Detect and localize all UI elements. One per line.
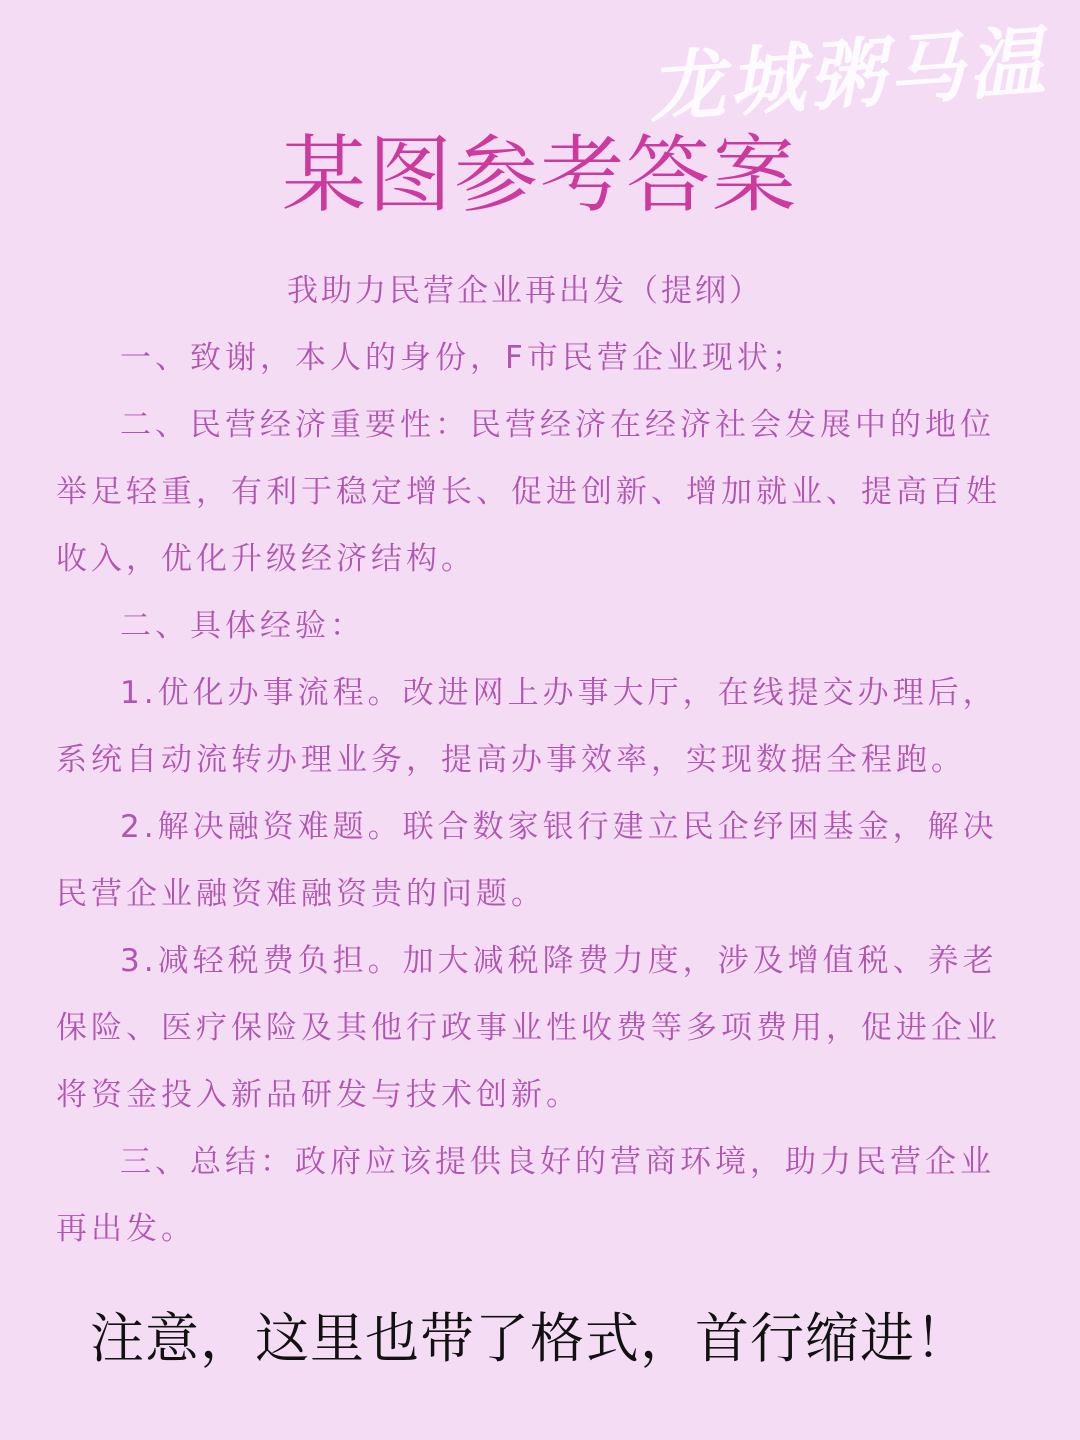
outline-paragraph-1: 一、致谢，本人的身份，F市民营企业现状； — [120, 340, 807, 376]
outline-paragraph-6: 3.减轻税费负担。加大减税降费力度，涉及增值税、养老保险、医疗保险及其他行政事业性收费等多项费用，促进企业将资金投入新品研发与技术创新。 — [56, 943, 1001, 1113]
outline-heading: 我助力民营企业再出发（提纲） — [287, 273, 763, 309]
outline-paragraph-2: 二、民营经济重要性：民营经济在经济社会发展中的地位举足轻重，有利于稳定增长、促进创新、增加就业、提高百姓收入，优化升级经济结构。 — [56, 407, 1001, 577]
format-note: 注意，这里也带了格式，首行缩进！ — [90, 1307, 970, 1370]
outline-paragraph-3: 二、具体经验： — [120, 608, 365, 644]
outline-paragraph-7: 三、总结：政府应该提供良好的营商环境，助力民营企业再出发。 — [56, 1144, 995, 1247]
page-title: 某图参考答案 — [281, 126, 798, 224]
outline-paragraph-4: 1.优化办事流程。改进网上办事大厅，在线提交办理后，系统自动流转办理业务，提高办事效率，实现数据全程跑。 — [56, 675, 998, 778]
watermark: 龙城粥马温 — [645, 16, 1052, 133]
outline-body — [56, 258, 1028, 1263]
outline-paragraph-5: 2.解决融资难题。联合数家银行建立民企纾困基金，解决民营企业融资难融资贵的问题。 — [56, 809, 998, 912]
